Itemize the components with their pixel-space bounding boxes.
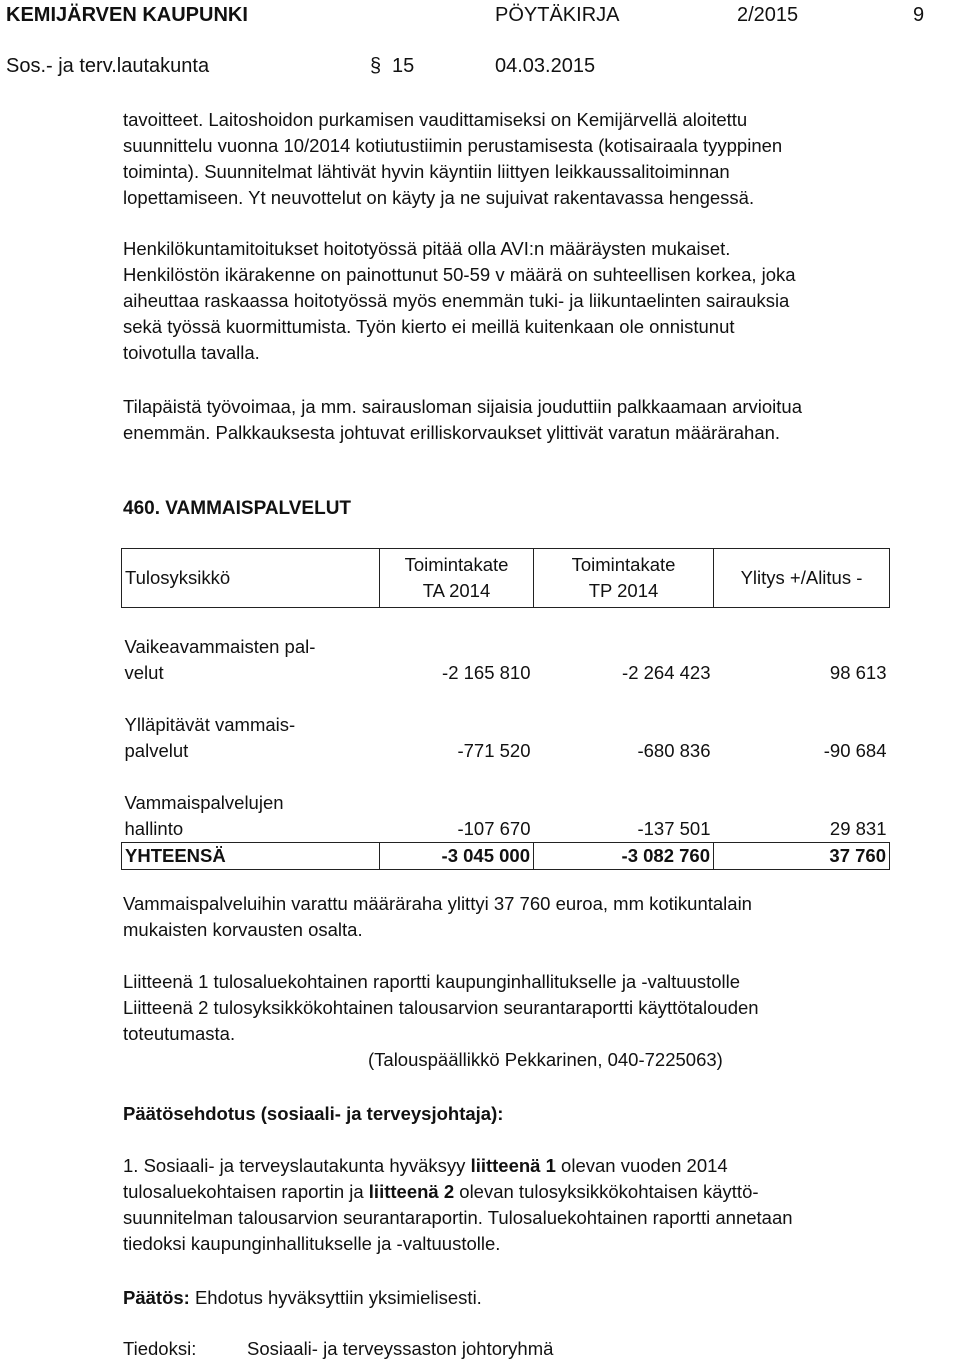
proposal-text-part: olevan vuoden 2014	[555, 1155, 728, 1176]
paragraph-background	[123, 107, 953, 211]
proposal-text-part: 1. Sosiaali- ja terveyslautakunta hyväksyy	[123, 1155, 471, 1176]
total-tp: -3 082 760	[534, 842, 714, 869]
header-unit: Tulosyksikkö	[122, 549, 380, 608]
proposal-line	[123, 1179, 953, 1205]
row-diff: 98 613	[829, 661, 887, 683]
decision-text: Ehdotus hyväksyttiin yksimielisesti.	[189, 1287, 482, 1308]
row-name	[122, 712, 380, 764]
organization-name: KEMIJÄRVEN KAUPUNKI	[6, 4, 248, 26]
proposal-heading: Päätösehdotus (sosiaali- ja terveysjohtaja):	[123, 1103, 504, 1124]
row-name-line1: Vaikeavammaisten pal-	[124, 635, 316, 657]
text-line: lopettamiseen. Yt neuvottelut on käyty ja ne sujuivat rakentavassa hengessä.	[123, 187, 755, 208]
row-tp: -680 836	[637, 739, 711, 761]
row-name-line2: velut	[124, 661, 164, 683]
decision	[123, 1285, 482, 1311]
text-line: toiminta). Suunnitelmat lähtivät hyvin käyntiin liittyen leikkaussalitoiminnan	[123, 161, 730, 182]
proposal-text-part: tulosaluekohtaisen raportin ja	[123, 1181, 369, 1202]
distribution-label: Tiedoksi:	[123, 1338, 197, 1359]
attachment-line: Liitteenä 2 tulosyksikkökohtainen talousarvion seurantaraportti käyttötalouden	[123, 997, 759, 1018]
attachments-list	[123, 969, 953, 1047]
text-line: tavoitteet. Laitoshoidon purkamisen vaudittamiseksi on Kemijärvellä aloitettu	[123, 109, 748, 130]
text-line: suunnittelu vuonna 10/2014 kotiutustiimin perustamisesta (kotisairaala tyyppinen	[123, 135, 783, 156]
row-name-line2: hallinto	[124, 817, 184, 839]
row-ta: -107 670	[457, 817, 531, 839]
board-name: Sos.- ja terv.lautakunta	[6, 55, 210, 77]
row-name-line2: palvelut	[124, 739, 189, 761]
text-line: mukaisten korvausten osalta.	[123, 919, 363, 940]
proposal-line	[123, 1153, 953, 1179]
meeting-date: 04.03.2015	[495, 55, 596, 77]
row-ta: -771 520	[457, 739, 531, 761]
row-tp: -2 264 423	[622, 661, 711, 683]
distribution-text: Sosiaali- ja terveyssaston johtoryhmä	[247, 1338, 554, 1359]
paragraph-overrun	[123, 891, 953, 943]
header-tp-line1: Toimintakate	[571, 554, 676, 575]
attachment-ref-1: liitteenä 1	[470, 1155, 556, 1176]
row-diff: 29 831	[829, 817, 887, 839]
section-sign-icon: §	[370, 55, 382, 77]
paragraph-temporary-staff	[123, 394, 953, 446]
text-line: Vammaispalveluihin varattu määräraha ylittyi 37 760 euroa, mm kotikuntalain	[123, 893, 752, 914]
proposal-line: suunnitelman talousarvion seurantaraportin. Tulosaluekohtainen raportti annetaan	[123, 1207, 793, 1228]
text-line: toivotulla tavalla.	[123, 342, 260, 363]
table-row	[122, 634, 890, 686]
document-number: 2/2015	[737, 4, 799, 26]
decision-label: Päätös:	[123, 1287, 190, 1308]
table-header-row	[122, 549, 890, 608]
text-line: Henkilökuntamitoitukset hoitotyössä pitää olla AVI:n määräysten mukaiset.	[123, 238, 731, 259]
paragraph-staffing	[123, 236, 953, 366]
table-row	[122, 790, 890, 843]
attachment-ref-2: liitteenä 2	[368, 1181, 455, 1202]
attachment-line: Liitteenä 1 tulosaluekohtainen raportti kaupunginhallitukselle ja -valtuustolle	[123, 971, 741, 992]
row-ta: -2 165 810	[442, 661, 531, 683]
section-number: 15	[392, 55, 415, 77]
row-name	[122, 790, 380, 843]
page-number: 9	[913, 4, 925, 26]
text-line: enemmän. Palkkauksesta johtuvat erilliskorvaukset ylittivät varatun määrärahan.	[123, 422, 781, 443]
total-diff: 37 760	[714, 842, 890, 869]
proposal-text	[123, 1153, 953, 1257]
total-name: YHTEENSÄ	[122, 842, 380, 869]
text-line: Henkilöstön ikärakenne on painottunut 50-59 v määrä on suhteellisen korkea, joka	[123, 264, 796, 285]
header-diff: Ylitys +/Alitus -	[714, 549, 890, 608]
contact-info: (Talouspäällikkö Pekkarinen, 040-7225063)	[368, 1049, 723, 1070]
row-name	[122, 634, 380, 686]
total-ta: -3 045 000	[380, 842, 534, 869]
row-tp: -137 501	[637, 817, 711, 839]
text-line: Tilapäistä työvoimaa, ja mm. sairausloman sijaisia jouduttiin palkkaamaan arvioitua	[123, 396, 802, 417]
text-line: sekä työssä kuormittumista. Työn kierto ei meillä kuitenkaan ole onnistunut	[123, 316, 735, 337]
row-diff: -90 684	[823, 739, 887, 761]
table-total-row	[122, 842, 890, 869]
proposal-text-part: olevan tulosyksikkökohtaisen käyttö-	[454, 1181, 759, 1202]
row-name-line1: Ylläpitävät vammais-	[124, 713, 296, 735]
proposal-line: tiedoksi kaupunginhallitukselle ja -valtuustolle.	[123, 1233, 501, 1254]
text-line: aiheuttaa raskaassa hoitotyössä myös enemmän tuki- ja liikuntaelinten sairauksia	[123, 290, 790, 311]
header-ta	[380, 549, 534, 608]
row-name-line1: Vammaispalvelujen	[124, 791, 284, 813]
attachment-line: toteutumasta.	[123, 1023, 236, 1044]
table-row	[122, 712, 890, 764]
header-tp-line2: TP 2014	[588, 580, 659, 601]
header-ta-line2: TA 2014	[422, 580, 491, 601]
header-ta-line1: Toimintakate	[404, 554, 509, 575]
document-type: PÖYTÄKIRJA	[495, 4, 620, 26]
header-tp	[534, 549, 714, 608]
section-title: 460. VAMMAISPALVELUT	[123, 498, 352, 519]
budget-table	[121, 548, 890, 870]
